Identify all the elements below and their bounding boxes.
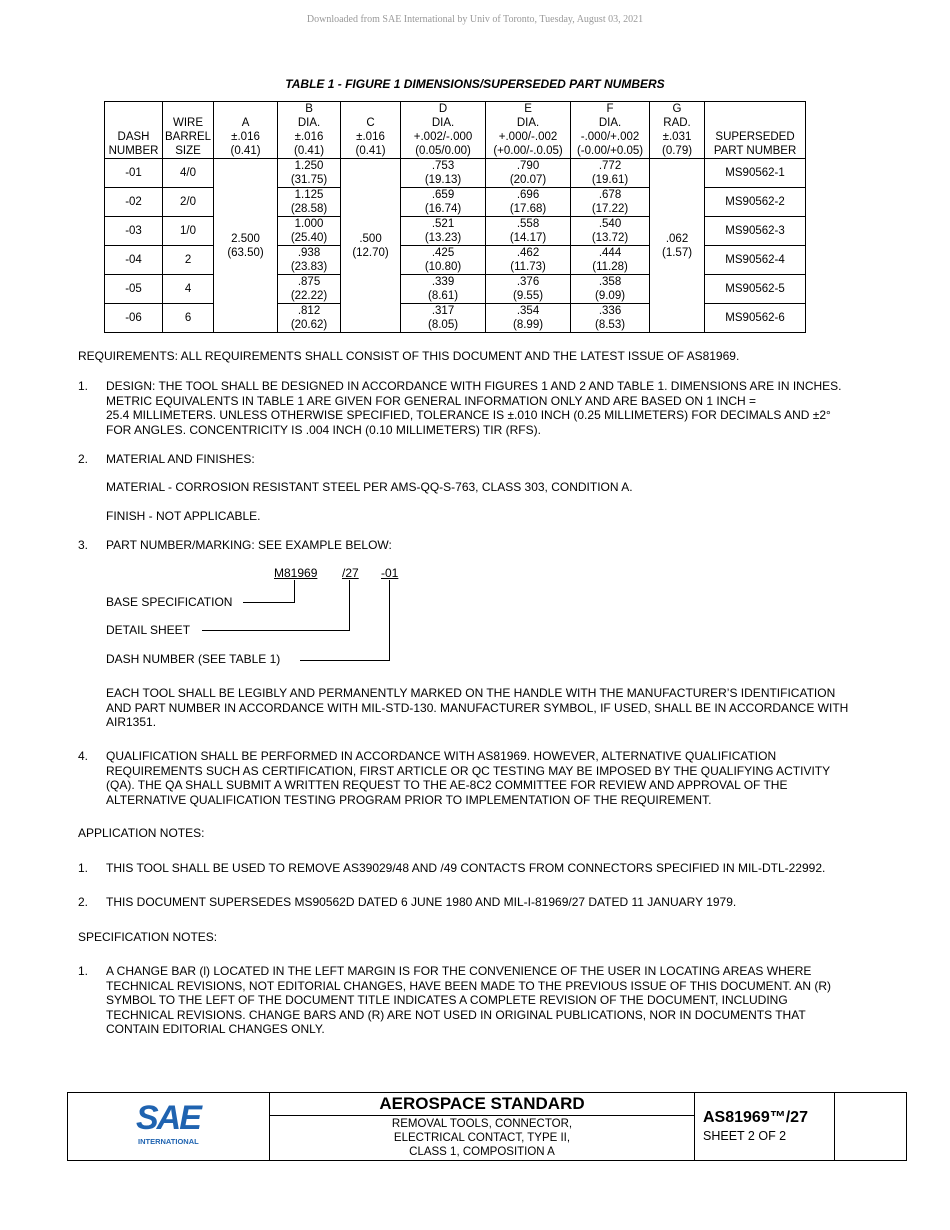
b-cell: 1.000 (25.40) <box>278 217 341 246</box>
title-cell <box>270 1093 695 1160</box>
pn-label-base: BASE SPECIFICATION <box>106 595 233 609</box>
sae-logo: SAE <box>136 1099 200 1137</box>
wire-cell: 1/0 <box>163 217 214 246</box>
table-row <box>105 159 806 188</box>
item-number: 4. <box>78 749 89 763</box>
item-number: 1. <box>78 861 89 875</box>
wire-cell: 2/0 <box>163 188 214 217</box>
dash-cell: -02 <box>105 188 163 217</box>
leader-line <box>300 660 390 661</box>
pn-dash-code: -01 <box>381 566 399 580</box>
logo-cell <box>68 1093 270 1160</box>
wire-cell: 6 <box>163 304 214 333</box>
header-a: A ±.016 (0.41) <box>214 102 278 159</box>
dash-cell: -04 <box>105 246 163 275</box>
f-cell: .540 (13.72) <box>571 217 650 246</box>
pn-label-dash: DASH NUMBER (SEE TABLE 1) <box>106 652 281 666</box>
dash-cell: -05 <box>105 275 163 304</box>
leader-line <box>294 580 295 602</box>
finish-text: FINISH - NOT APPLICABLE. <box>106 509 261 523</box>
header-b: B DIA. ±.016 (0.41) <box>278 102 341 159</box>
e-cell: .376 (9.55) <box>486 275 571 304</box>
g-value-cell: .062 (1.57) <box>650 159 705 333</box>
application-note-1: THIS TOOL SHALL BE USED TO REMOVE AS39029/48 AND /49 CONTACTS FROM CONNECTORS SPECIFIED IN MIL-DTL-22992. <box>106 861 826 875</box>
e-cell: .558 (14.17) <box>486 217 571 246</box>
leader-line <box>202 630 350 631</box>
wire-cell: 2 <box>163 246 214 275</box>
b-cell: .875 (22.22) <box>278 275 341 304</box>
e-cell: .696 (17.68) <box>486 188 571 217</box>
f-cell: .358 (9.09) <box>571 275 650 304</box>
header-c: C ±.016 (0.41) <box>341 102 401 159</box>
part-number-heading: PART NUMBER/MARKING: SEE EXAMPLE BELOW: <box>106 538 392 552</box>
header-d: D DIA. +.002/-.000 (0.05/0.00) <box>401 102 486 159</box>
header-wire: WIRE BARREL SIZE <box>163 102 214 159</box>
a-value-cell: 2.500 (63.50) <box>214 159 278 333</box>
dash-cell: -01 <box>105 159 163 188</box>
leader-line <box>389 580 390 660</box>
header-e: E DIA. +.000/-.002 (+0.00/-.0.05) <box>486 102 571 159</box>
specification-notes-heading: SPECIFICATION NOTES: <box>78 930 218 944</box>
material-text: MATERIAL - CORROSION RESISTANT STEEL PER AMS-QQ-S-763, CLASS 303, CONDITION A. <box>106 480 633 494</box>
wire-cell: 4/0 <box>163 159 214 188</box>
b-cell: 1.250 (31.75) <box>278 159 341 188</box>
d-cell: .425 (10.80) <box>401 246 486 275</box>
d-cell: .317 (8.05) <box>401 304 486 333</box>
dimensions-table <box>104 101 806 333</box>
b-cell: 1.125 (28.58) <box>278 188 341 217</box>
document-number: AS81969™/27 <box>703 1109 808 1126</box>
d-cell: .659 (16.74) <box>401 188 486 217</box>
superseded-cell: MS90562-4 <box>705 246 806 275</box>
table-title: TABLE 1 - FIGURE 1 DIMENSIONS/SUPERSEDED PART NUMBERS <box>285 77 665 91</box>
item-number: 2. <box>78 895 89 909</box>
d-cell: .339 (8.61) <box>401 275 486 304</box>
document-description: REMOVAL TOOLS, CONNECTOR, ELECTRICAL CONTACT, TYPE II, CLASS 1, COMPOSITION A <box>391 1118 573 1158</box>
pn-label-detail: DETAIL SHEET <box>106 623 191 637</box>
header-dash: DASH NUMBER <box>105 102 163 159</box>
leader-line <box>243 602 295 603</box>
pn-sheet-code: /27 <box>342 566 359 580</box>
superseded-cell: MS90562-5 <box>705 275 806 304</box>
superseded-cell: MS90562-3 <box>705 217 806 246</box>
dash-cell: -06 <box>105 304 163 333</box>
f-cell: .678 (17.22) <box>571 188 650 217</box>
table-header-row <box>105 102 806 159</box>
d-cell: .521 (13.23) <box>401 217 486 246</box>
application-notes-heading: APPLICATION NOTES: <box>78 826 205 840</box>
f-cell: .336 (8.53) <box>571 304 650 333</box>
application-note-2: THIS DOCUMENT SUPERSEDES MS90562D DATED 6 JUNE 1980 AND MIL-I-81969/27 DATED 11 JANUARY 1979. <box>106 895 737 909</box>
superseded-cell: MS90562-1 <box>705 159 806 188</box>
requirements-text: REQUIREMENTS: ALL REQUIREMENTS SHALL CONSIST OF THIS DOCUMENT AND THE LATEST ISSUE OF AS81969. <box>78 349 740 363</box>
superseded-cell: MS90562-2 <box>705 188 806 217</box>
dash-cell: -03 <box>105 217 163 246</box>
sae-logo-subtext: INTERNATIONAL <box>138 1137 199 1146</box>
f-cell: .772 (19.61) <box>571 159 650 188</box>
standard-heading: AEROSPACE STANDARD <box>270 1093 694 1116</box>
sheet-number: SHEET 2 OF 2 <box>703 1129 787 1143</box>
download-note: Downloaded from SAE International by Univ of Toronto, Tuesday, August 03, 2021 <box>306 14 644 25</box>
header-g: G RAD. ±.031 (0.79) <box>650 102 705 159</box>
c-value-cell: .500 (12.70) <box>341 159 401 333</box>
qualification-paragraph: QUALIFICATION SHALL BE PERFORMED IN ACCORDANCE WITH AS81969. HOWEVER, ALTERNATIVE QUALIFICATION REQUIREMENTS SUCH AS CERTIFICATION, FIRST ARTICLE OR QC TESTING MAY BE IMPOSED BY THE QUALIFYING ACTIVITY (QA). THE QA SHALL SUBMIT A WRITTEN REQUEST TO THE AE-8C2 COMMITTEE FOR REVIEW AND APPROVAL OF THE ALTERNATIVE QUALIFICATION TESTING PROGRAM PRIOR TO IMPLEMENTATION OF THE REQUIREMENT. <box>106 749 831 807</box>
specification-note-1: A CHANGE BAR (l) LOCATED IN THE LEFT MARGIN IS FOR THE CONVENIENCE OF THE USER IN LOCATING AREAS WHERE TECHNICAL REVISIONS, NOT EDITORIAL CHANGES, HAVE BEEN MADE TO THE PREVIOUS ISSUE OF THIS DOCUMENT. AN (R) SYMBOL TO THE LEFT OF THE DOCUMENT TITLE INDICATES A COMPLETE REVISION OF THE DOCUMENT, INCLUDING TECHNICAL REVISIONS. CHANGE BARS AND (R) ARE NOT USED IN ORIGINAL PUBLICATIONS, NOR IN DOCUMENTS THAT CONTAIN EDITORIAL CHANGES ONLY. <box>106 964 832 1036</box>
d-cell: .753 (19.13) <box>401 159 486 188</box>
b-cell: .938 (23.83) <box>278 246 341 275</box>
title-block <box>67 1092 907 1161</box>
item-number: 1. <box>78 964 89 978</box>
f-cell: .444 (11.28) <box>571 246 650 275</box>
item-number: 3. <box>78 538 89 552</box>
e-cell: .790 (20.07) <box>486 159 571 188</box>
item-number: 1. <box>78 379 89 393</box>
pn-base-code: M81969 <box>274 566 318 580</box>
design-paragraph: DESIGN: THE TOOL SHALL BE DESIGNED IN ACCORDANCE WITH FIGURES 1 AND 2 AND TABLE 1. DIMENSIONS ARE IN INCHES. METRIC EQUIVALENTS IN TABLE 1 ARE GIVEN FOR GENERAL INFORMATION ONLY AND ARE BASED ON 1 INCH = 25.4 MILLIMETERS. UNLESS OTHERWISE SPECIFIED, TOLERANCE IS ±.010 INCH (0.25 MILLIMETERS) FOR DECIMALS AND ±2° FOR ANGLES. CONCENTRICITY IS .004 INCH (0.10 MILLIMETERS) TIR (RFS). <box>106 379 842 437</box>
header-superseded: SUPERSEDED PART NUMBER <box>705 102 806 159</box>
wire-cell: 4 <box>163 275 214 304</box>
leader-line <box>349 580 350 630</box>
b-cell: .812 (20.62) <box>278 304 341 333</box>
superseded-cell: MS90562-6 <box>705 304 806 333</box>
e-cell: .462 (11.73) <box>486 246 571 275</box>
marking-paragraph: EACH TOOL SHALL BE LEGIBLY AND PERMANENTLY MARKED ON THE HANDLE WITH THE MANUFACTURER’S IDENTIFICATION AND PART NUMBER IN ACCORDANCE WITH MIL-STD-130. MANUFACTURER SYMBOL, IF USED, SHALL BE IN ACCORDANCE WITH AIR1351. <box>106 686 849 729</box>
doc-number-cell <box>695 1093 835 1160</box>
e-cell: .354 (8.99) <box>486 304 571 333</box>
item-number: 2. <box>78 452 89 466</box>
header-f: F DIA. -.000/+.002 (-0.00/+0.05) <box>571 102 650 159</box>
materials-heading: MATERIAL AND FINISHES: <box>106 452 255 466</box>
